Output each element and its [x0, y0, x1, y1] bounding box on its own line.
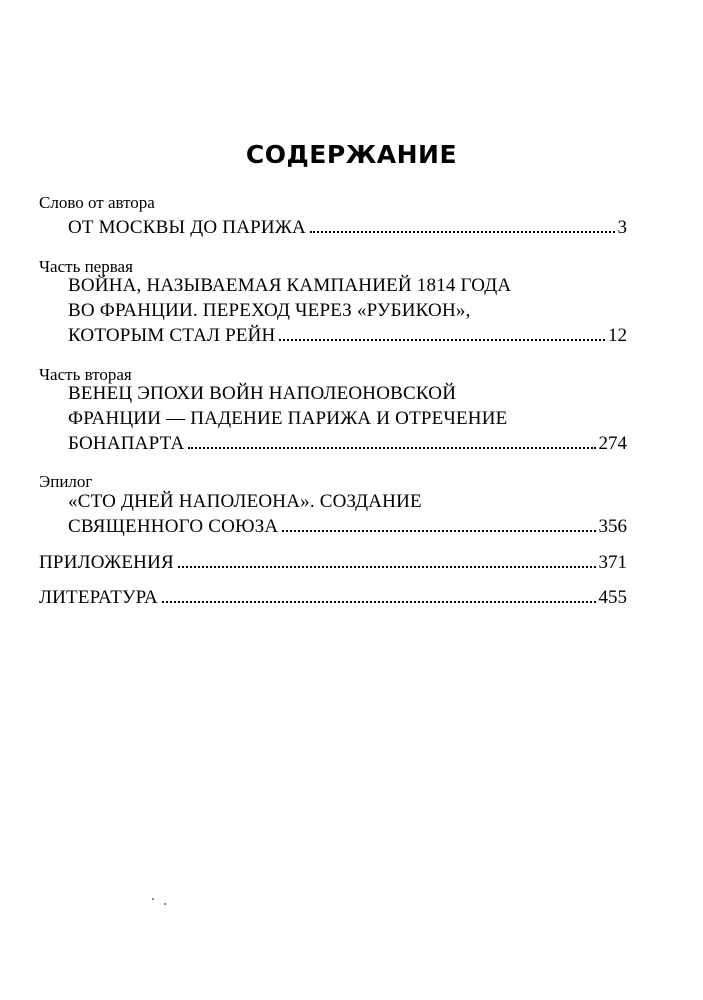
toc-entry-part-one[interactable]	[68, 325, 627, 347]
section-label-part-one: Часть первая	[39, 257, 133, 276]
toc-page-number: 3	[617, 217, 627, 238]
print-speck	[152, 898, 154, 900]
toc-entry-line: ВО ФРАНЦИИ. ПЕРЕХОД ЧЕРЕЗ «РУБИКОН»,	[68, 300, 471, 321]
toc-entry-line: ФРАНЦИИ — ПАДЕНИЕ ПАРИЖА И ОТРЕЧЕНИЕ	[68, 408, 508, 429]
toc-entry-title: КОТОРЫМ СТАЛ РЕЙН	[68, 325, 276, 346]
toc-entry-title: ОТ МОСКВЫ ДО ПАРИЖА	[68, 217, 306, 238]
toc-entry-title: ПРИЛОЖЕНИЯ	[39, 552, 174, 573]
toc-entry-title: СВЯЩЕННОГО СОЮЗА	[68, 516, 279, 537]
dot-leader	[282, 529, 595, 532]
toc-entry-line: ВЕНЕЦ ЭПОХИ ВОЙН НАПОЛЕОНОВСКОЙ	[68, 383, 457, 404]
dot-leader	[188, 446, 595, 449]
toc-entry-line: ВОЙНА, НАЗЫВАЕМАЯ КАМПАНИЕЙ 1814 ГОДА	[68, 275, 512, 296]
toc-entry-part-two[interactable]	[68, 433, 627, 455]
toc-page-number: 455	[598, 587, 627, 608]
toc-entry-title: БОНАПАРТА	[68, 433, 185, 454]
section-label-epilogue: Эпилог	[39, 472, 93, 491]
toc-page-number: 274	[598, 433, 627, 454]
dot-leader	[310, 230, 615, 233]
toc-entry-epilogue[interactable]	[68, 516, 627, 538]
dot-leader	[279, 338, 605, 341]
toc-entry-appendices[interactable]	[39, 552, 627, 574]
toc-entry-literature[interactable]	[39, 587, 627, 609]
toc-entry-from-moscow-to-paris[interactable]	[68, 217, 627, 239]
dot-leader	[178, 565, 596, 568]
print-speck	[164, 903, 166, 905]
section-label-author-word: Слово от автора	[39, 193, 155, 212]
dot-leader	[162, 600, 596, 603]
toc-page-number: 371	[598, 552, 627, 573]
toc-entry-line: «СТО ДНЕЙ НАПОЛЕОНА». СОЗДАНИЕ	[68, 491, 422, 512]
toc-entry-title: ЛИТЕРАТУРА	[39, 587, 158, 608]
section-label-part-two: Часть вторая	[39, 365, 132, 384]
toc-page-number: 12	[608, 325, 627, 346]
page-title: СОДЕРЖАНИЕ	[245, 140, 458, 169]
toc-page-number: 356	[598, 516, 627, 537]
